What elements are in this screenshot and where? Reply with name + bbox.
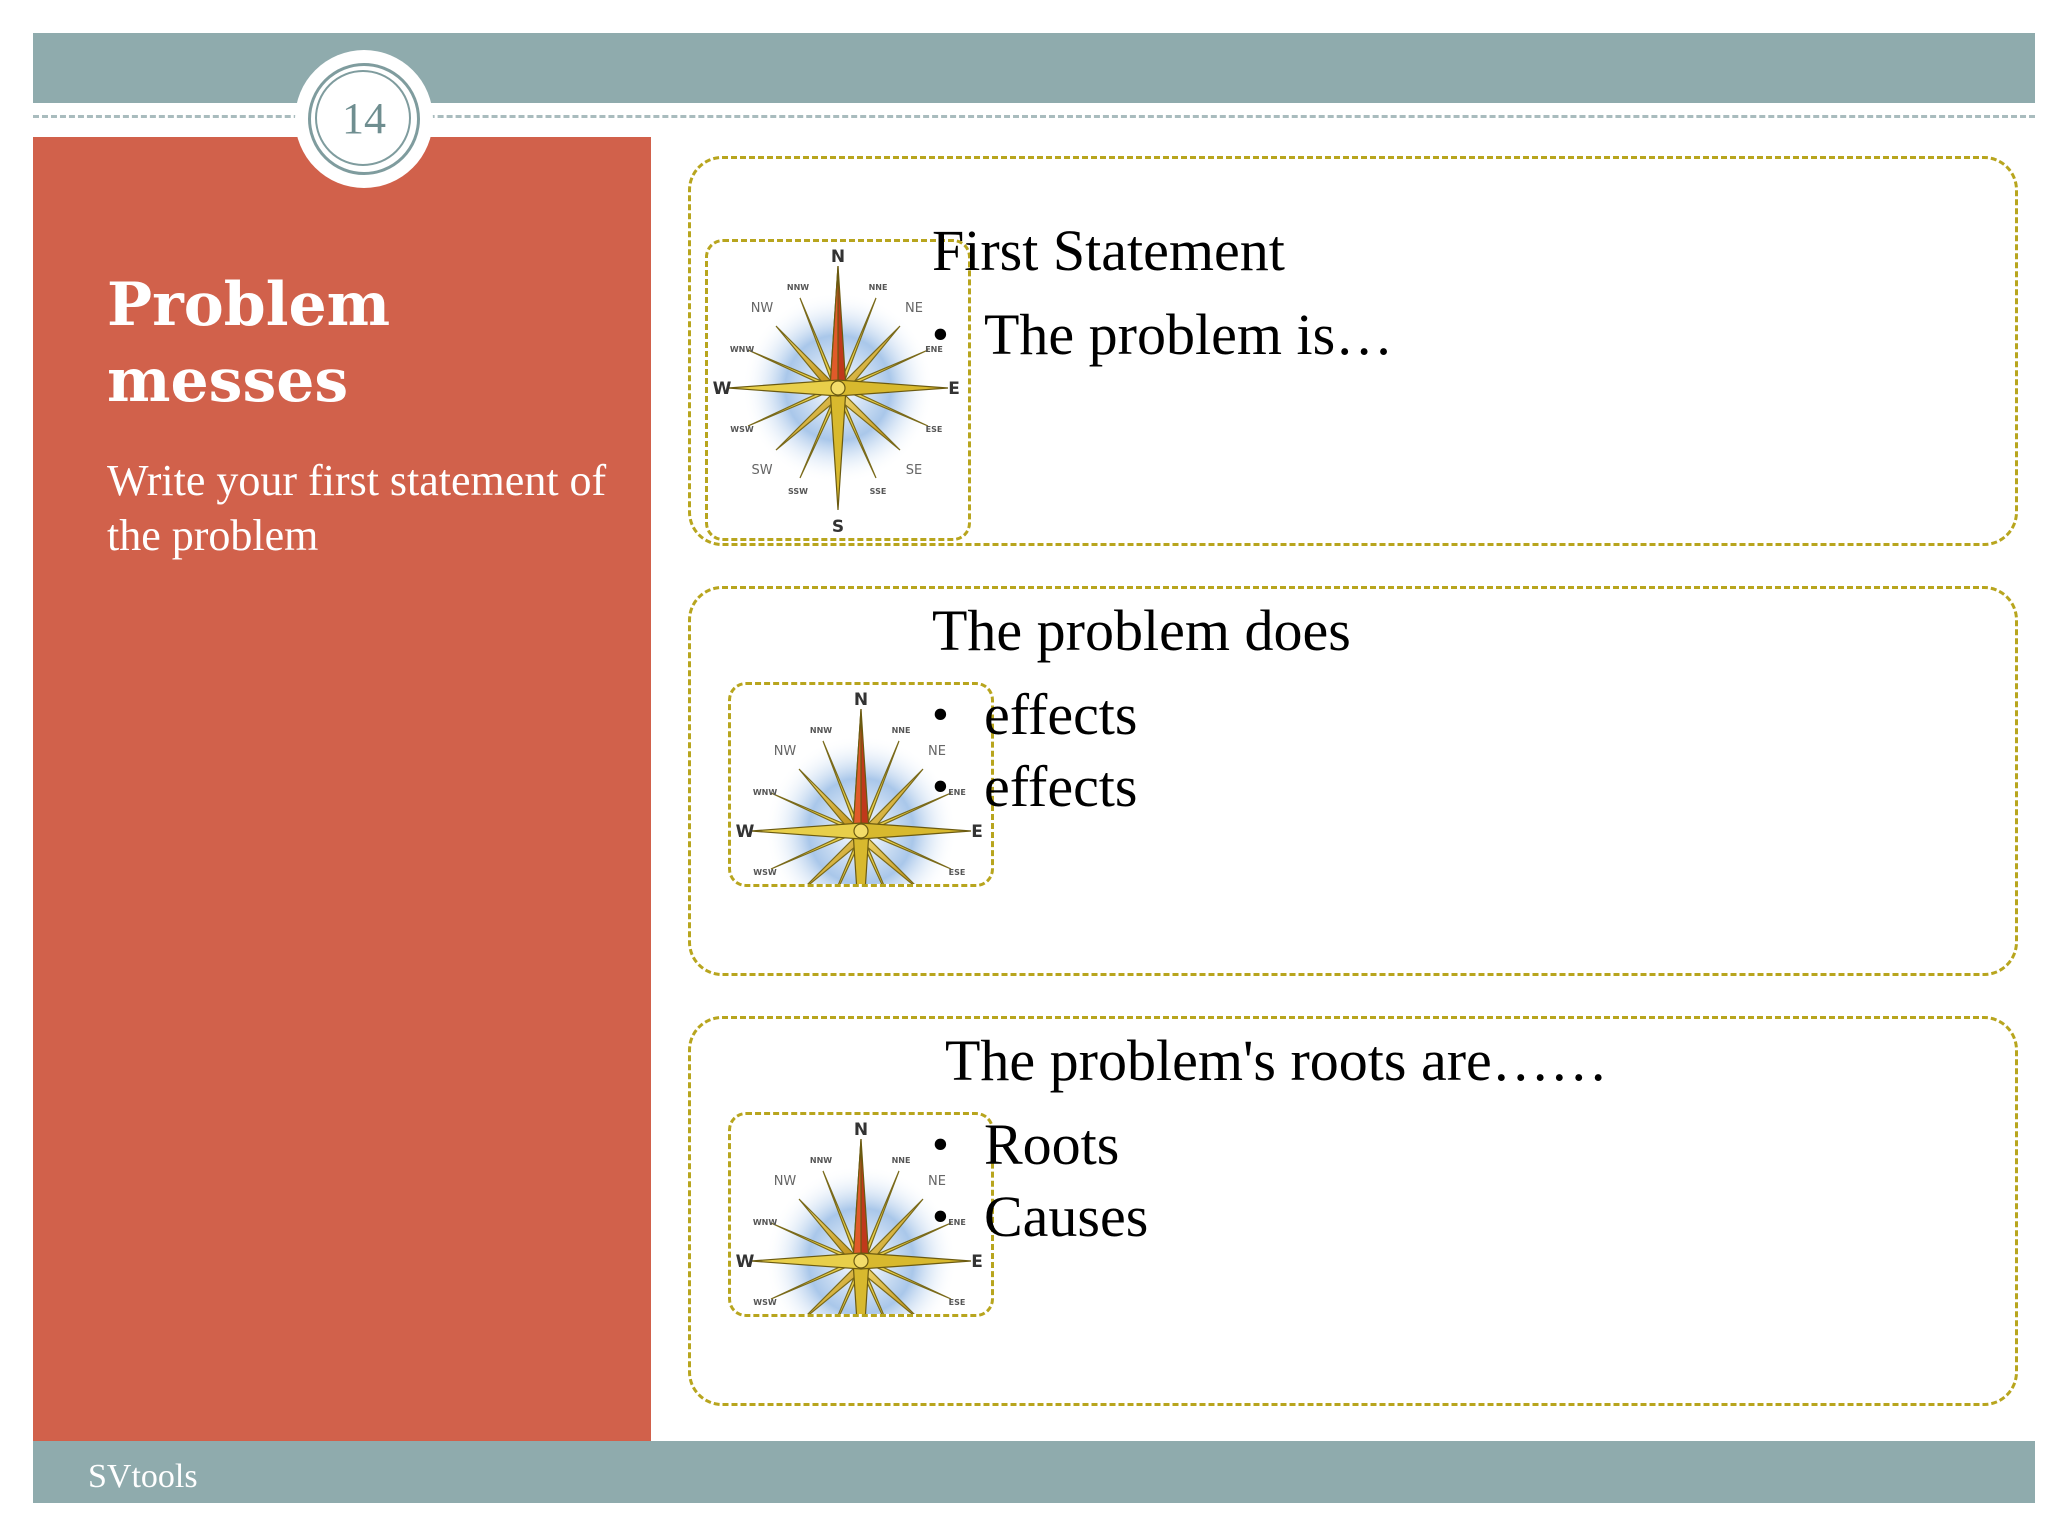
bullet-item: • The problem is… (932, 302, 1394, 367)
statement-card-3 (688, 1016, 2018, 1406)
bullet-text: effects (984, 682, 1138, 747)
card-heading-3: The problem's roots are…… (945, 1028, 1608, 1093)
card-heading-1: First Statement (932, 218, 1285, 283)
statement-card-2 (688, 586, 2018, 976)
bullet-text: Roots (984, 1112, 1120, 1177)
bullet-list-3 (932, 1109, 1148, 1253)
footer-band (33, 1441, 2035, 1503)
footer-label: SVtools (88, 1458, 198, 1495)
card-heading-2: The problem does (932, 598, 1351, 663)
bullet-text: Causes (984, 1184, 1149, 1249)
bullet-item: • Causes (932, 1184, 1149, 1249)
slide-title: Problem messes (107, 270, 391, 416)
compass-rose-icon (708, 242, 968, 538)
bullet-text: The problem is… (984, 302, 1394, 367)
bullet-list-2 (932, 679, 1138, 823)
statement-card-1 (688, 156, 2018, 546)
slide-subtitle: Write your first statement of the problem (107, 456, 607, 560)
bullet-item: • effects (932, 754, 1138, 819)
slide-number: 14 (342, 94, 386, 143)
slide-number-badge (295, 50, 433, 188)
bullet-text: effects (984, 754, 1138, 819)
compass-frame-1 (705, 239, 971, 541)
slide (33, 33, 2035, 1503)
bullet-item: • Roots (932, 1112, 1120, 1177)
bullet-list-1 (932, 299, 1393, 371)
bullet-item: • effects (932, 682, 1138, 747)
